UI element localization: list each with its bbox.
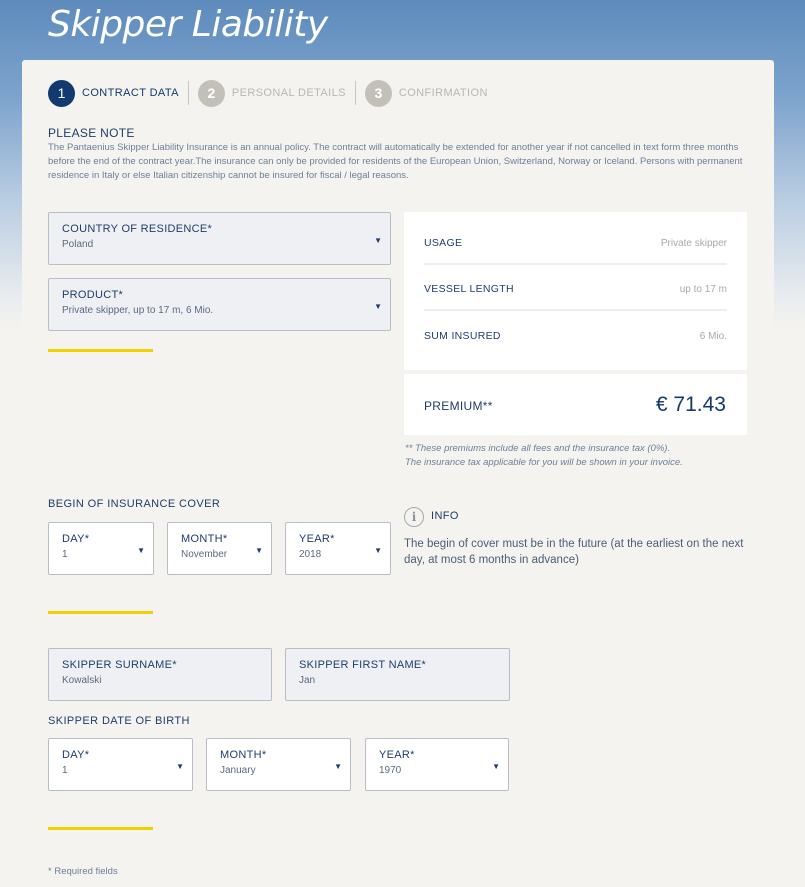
summary-label: VESSEL LENGTH — [424, 283, 514, 295]
field-label: DAY* — [62, 533, 90, 545]
field-label: MONTH* — [181, 533, 228, 545]
field-value: November — [181, 549, 228, 560]
summary-value: 6 Mio. — [699, 330, 727, 342]
field-value: Kowalski — [62, 675, 102, 686]
summary-usage-row — [424, 220, 727, 266]
field-value: Poland — [62, 239, 94, 250]
premium-footnote — [405, 442, 683, 470]
field-label: COUNTRY OF RESIDENCE* — [62, 223, 213, 235]
field-value: Jan — [299, 675, 316, 686]
note-text: The Pantaenius Skipper Liability Insurance is an annual policy. The contract will automatically be extended for another year if not cancelled in text form three months before the end of the contract year.The insurance can only be provided for residents of the European Union, Switzerland, Norway or Iceland. Persons with permanent residence in Italy or else Italian citizenship cannot be insured for fiscal / legal reasons. — [48, 142, 743, 181]
summary-length-row — [424, 266, 727, 312]
footnote-line: ** These premiums include all fees and the insurance tax (0%). — [405, 443, 671, 454]
field-value: Private skipper, up to 17 m, 6 Mio. — [62, 305, 214, 316]
field-value: 1970 — [379, 765, 402, 776]
summary-panel — [404, 212, 747, 370]
field-label: DAY* — [62, 749, 90, 761]
section-divider — [48, 349, 153, 352]
product-select[interactable] — [48, 278, 391, 331]
dob-year-select[interactable] — [365, 738, 509, 791]
summary-label: SUM INSURED — [424, 330, 501, 342]
info-title: INFO — [431, 510, 459, 522]
section-divider — [48, 611, 153, 614]
dob-month-select[interactable] — [206, 738, 351, 791]
summary-sum-row — [424, 313, 727, 359]
divider — [424, 263, 727, 265]
progress-steps — [48, 79, 497, 107]
required-fields-note: * Required fields — [48, 866, 118, 877]
field-value: January — [220, 765, 256, 776]
chevron-down-icon: ▼ — [492, 761, 500, 771]
premium-label: PREMIUM** — [424, 399, 493, 413]
country-select[interactable] — [48, 212, 391, 265]
info-icon: i — [404, 507, 424, 527]
section-divider — [48, 827, 153, 830]
page-title: Skipper Liability — [48, 4, 328, 45]
info-text: The begin of cover must be in the future (at the earliest on the next day, at most 6 months in advance) — [404, 538, 744, 566]
chevron-down-icon: ▼ — [374, 235, 382, 245]
step-number: 1 — [48, 80, 75, 107]
field-label: SKIPPER FIRST NAME* — [299, 659, 427, 671]
cover-day-select[interactable] — [48, 522, 154, 575]
chevron-down-icon: ▼ — [255, 545, 263, 555]
summary-label: USAGE — [424, 237, 463, 249]
step-label: CONTRACT DATA — [82, 87, 179, 99]
chevron-down-icon: ▼ — [176, 761, 184, 771]
chevron-down-icon: ▼ — [374, 545, 382, 555]
field-value: 1 — [62, 765, 68, 776]
field-value: 1 — [62, 549, 68, 560]
step-contract-data[interactable] — [48, 79, 188, 107]
step-personal-details[interactable] — [198, 79, 355, 107]
premium-panel — [404, 374, 747, 435]
step-number: 3 — [365, 80, 392, 107]
premium-value: € 71.43 — [655, 393, 726, 416]
field-label: YEAR* — [299, 533, 335, 545]
cover-title: BEGIN OF INSURANCE COVER — [48, 498, 221, 510]
step-divider — [188, 81, 189, 105]
note-title: PLEASE NOTE — [48, 126, 135, 140]
dob-day-select[interactable] — [48, 738, 193, 791]
summary-value: up to 17 m — [679, 283, 727, 295]
divider — [424, 309, 727, 311]
field-label: YEAR* — [379, 749, 415, 761]
skipper-firstname-field[interactable] — [285, 648, 510, 701]
field-value: 2018 — [299, 549, 322, 560]
summary-value: Private skipper — [660, 237, 727, 249]
cover-month-select[interactable] — [167, 522, 272, 575]
dob-title: SKIPPER DATE OF BIRTH — [48, 715, 190, 727]
chevron-down-icon: ▼ — [334, 761, 342, 771]
cover-year-select[interactable] — [285, 522, 391, 575]
step-confirmation[interactable] — [365, 79, 497, 107]
footnote-line: The insurance tax applicable for you will be shown in your invoice. — [405, 457, 683, 468]
field-label: PRODUCT* — [62, 289, 124, 301]
step-divider — [355, 81, 356, 105]
chevron-down-icon: ▼ — [374, 301, 382, 311]
step-number: 2 — [198, 80, 225, 107]
step-label: CONFIRMATION — [398, 87, 488, 99]
field-label: SKIPPER SURNAME* — [62, 659, 177, 671]
field-label: MONTH* — [220, 749, 267, 761]
step-label: PERSONAL DETAILS — [231, 87, 346, 99]
chevron-down-icon: ▼ — [137, 545, 145, 555]
skipper-surname-field[interactable] — [48, 648, 272, 701]
